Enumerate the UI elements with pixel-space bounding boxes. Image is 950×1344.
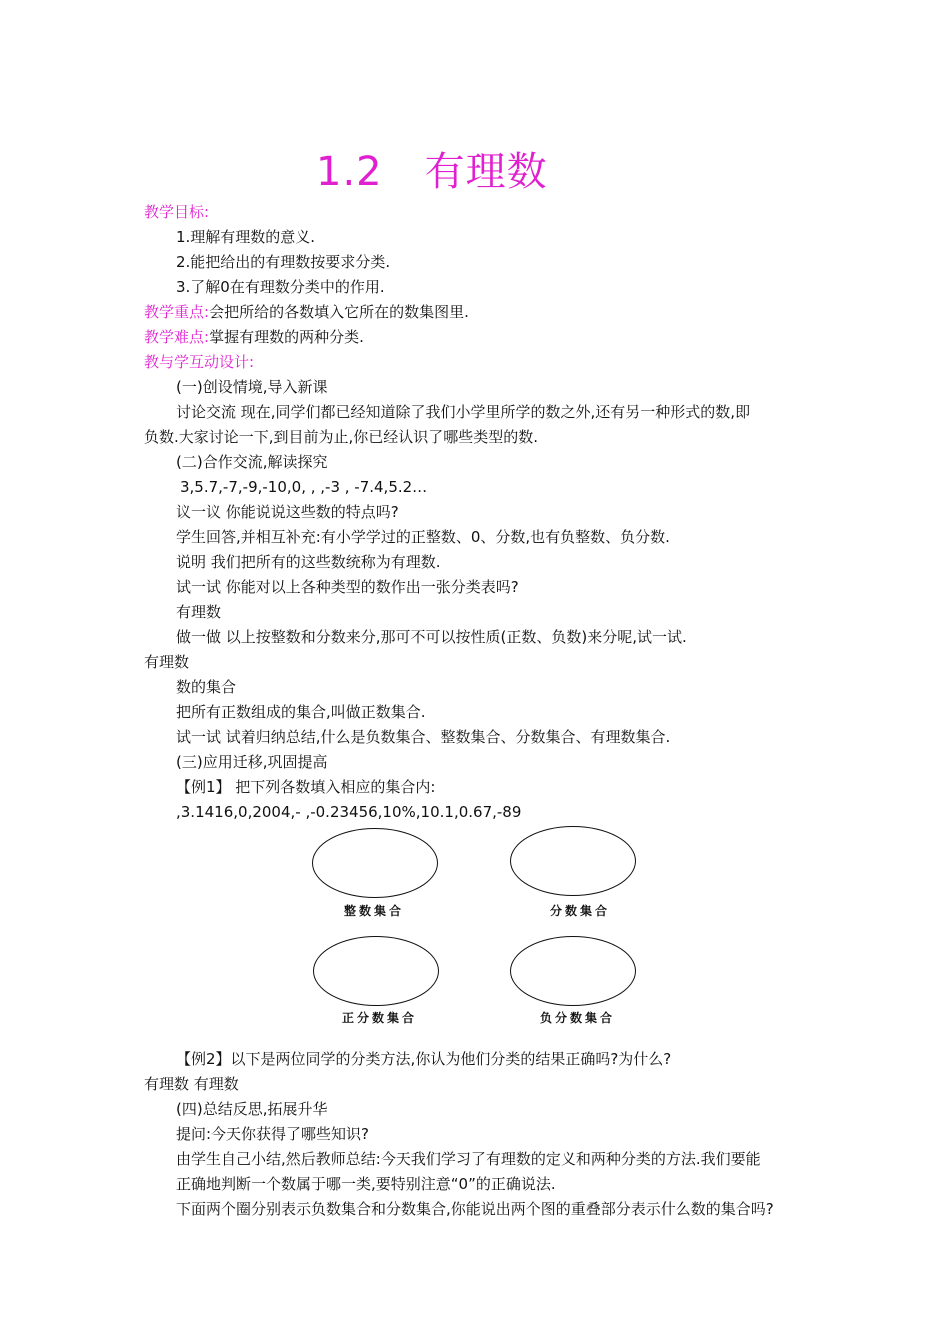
section-1-heading: (一)创设情境,导入新课 [176,378,328,396]
integer-set-label: 整数集合 [344,904,405,918]
difficulty [144,327,364,347]
fraction-set-ellipse [510,826,636,896]
paragraph-line: 数的集合 [176,678,237,696]
paragraph-line: 有理数 有理数 [144,1075,239,1093]
key-point-text: 会把所给的各数填入它所在的数集图里. [209,303,469,321]
paragraph-line: 说明 我们把所有的这些数统称为有理数. [176,553,441,571]
paragraph-line: 学生回答,并相互补充:有小学学过的正整数、0、分数,也有负整数、负分数. [176,528,670,546]
paragraph-line: 有理数 [144,653,190,671]
objective-1: 1.理解有理数的意义. [176,228,316,246]
paragraph-line: 把所有正数组成的集合,叫做正数集合. [176,703,426,721]
paragraph-line: 正确地判断一个数属于哪一类,要特别注意“0”的正确说法. [176,1175,556,1193]
paragraph-line: 有理数 [176,603,222,621]
paragraph-line: 做一做 以上按整数和分数来分,那可不可以按性质(正数、负数)来分呢,试一试. [176,628,687,646]
negative-fraction-set-label: 负分数集合 [540,1011,616,1025]
design-label: 教与学互动设计: [144,353,255,371]
fraction-set-label: 分数集合 [550,904,611,918]
paragraph-line: 试一试 试着归纳总结,什么是负数集合、整数集合、分数集合、有理数集合. [176,728,671,746]
difficulty-text: 掌握有理数的两种分类. [209,328,364,346]
page-title [316,140,548,197]
section-2-heading: (二)合作交流,解读探究 [176,453,328,471]
paragraph-line: 议一议 你能说说这些数的特点吗? [176,503,399,521]
paragraph-line: 讨论交流 现在,同学们都已经知道除了我们小学里所学的数之外,还有另一种形式的数,即 [176,403,751,421]
paragraph-line: 提问:今天你获得了哪些知识? [176,1125,370,1143]
paragraph-line: 由学生自己小结,然后教师总结:今天我们学习了有理数的定义和两种分类的方法.我们要能 [176,1150,761,1168]
section-4-heading: (四)总结反思,拓展升华 [176,1100,328,1118]
paragraph-line: 试一试 你能对以上各种类型的数作出一张分类表吗? [176,578,519,596]
paragraph-line: 负数.大家讨论一下,到目前为止,你已经认识了哪些类型的数. [144,428,539,446]
objective-2: 2.能把给出的有理数按要求分类. [176,253,391,271]
positive-fraction-set-ellipse [313,936,439,1006]
objective-3: 3.了解0在有理数分类中的作用. [176,278,385,296]
example-1-numbers: ,3.1416,0,2004,- ,-0.23456,10%,10.1,0.67,-89 [176,803,522,821]
integer-set-ellipse [312,828,438,898]
example-1-prompt: 【例1】 把下列各数填入相应的集合内: [176,778,436,796]
objectives-label: 教学目标: [144,203,210,221]
key-point [144,302,469,322]
title-text: 有理数 [424,149,548,195]
number-list: 3,5.7,-7,-9,-10,0, , ,-3 , -7.4,5.2… [180,478,428,496]
positive-fraction-set-label: 正分数集合 [342,1011,418,1025]
set-diagram [300,820,650,1030]
example-2-prompt: 【例2】以下是两位同学的分类方法,你认为他们分类的结果正确吗?为什么? [176,1050,672,1068]
paragraph-line: 下面两个圈分别表示负数集合和分数集合,你能说出两个图的重叠部分表示什么数的集合吗? [176,1200,774,1218]
section-3-heading: (三)应用迁移,巩固提高 [176,753,328,771]
title-number: 1.2 [316,149,383,195]
key-point-label: 教学重点: [144,303,210,321]
difficulty-label: 教学难点: [144,328,210,346]
negative-fraction-set-ellipse [510,936,636,1006]
